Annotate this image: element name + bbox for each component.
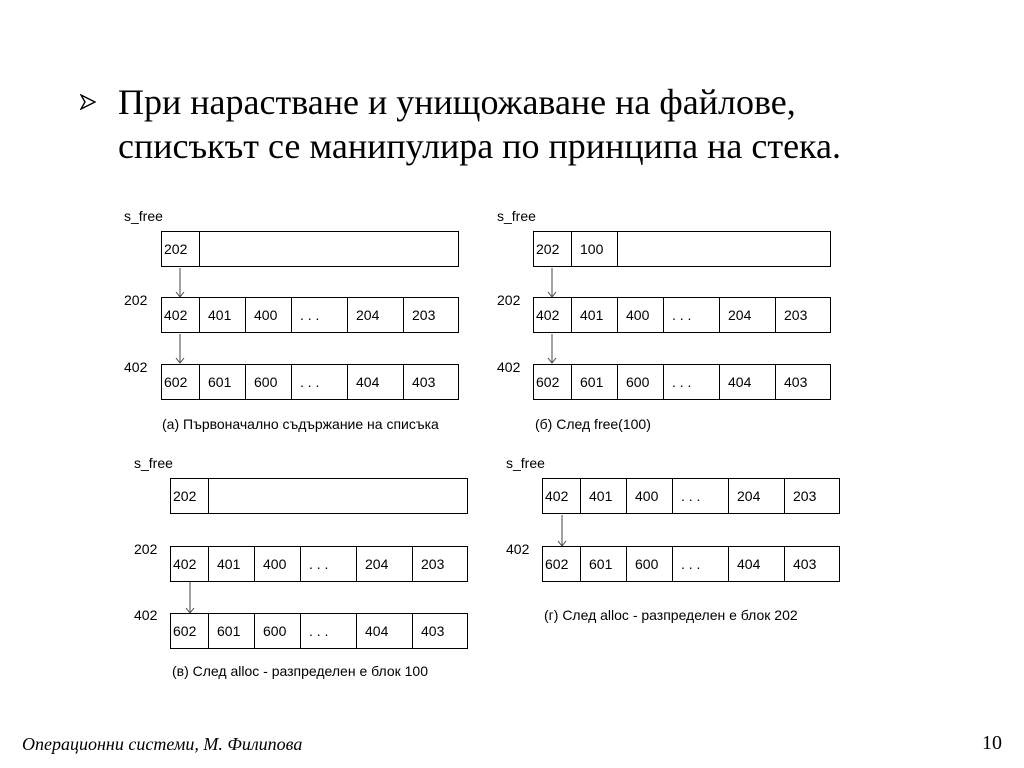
record-cell: 402 bbox=[171, 547, 209, 581]
record-cell: 602 bbox=[534, 365, 572, 399]
s-free-label: s_free bbox=[506, 455, 545, 471]
down-arrow-icon bbox=[174, 268, 186, 298]
block-address-label: 402 bbox=[506, 541, 530, 557]
record-cell: . . . bbox=[292, 365, 348, 399]
down-arrow-icon bbox=[546, 334, 558, 364]
record-cell: 402 bbox=[534, 298, 572, 332]
footer-author: Операционни системи, М. Филипова bbox=[22, 734, 303, 754]
block-record bbox=[542, 546, 840, 582]
record-cell: 601 bbox=[209, 614, 255, 648]
down-arrow-icon bbox=[184, 582, 196, 614]
s-free-record bbox=[161, 231, 459, 267]
block-record bbox=[170, 546, 468, 582]
block-address-label: 402 bbox=[124, 359, 148, 375]
record-cell: 402 bbox=[162, 298, 200, 332]
down-arrow-icon bbox=[546, 268, 558, 298]
record-cell: 204 bbox=[357, 547, 413, 581]
diagram-caption: (г) След alloc - разпределен е блок 202 bbox=[544, 607, 798, 623]
record-cell: 202 bbox=[534, 232, 572, 266]
record-cell: 403 bbox=[793, 556, 817, 572]
record-cell: 203 bbox=[784, 307, 808, 323]
record-cell: 204 bbox=[348, 298, 404, 332]
record-cell: 204 bbox=[720, 298, 776, 332]
record-cell: 202 bbox=[162, 232, 200, 266]
block-record bbox=[161, 297, 459, 333]
record-cell: 602 bbox=[543, 547, 581, 581]
record-cell: 203 bbox=[412, 307, 436, 323]
down-arrow-icon bbox=[556, 515, 568, 547]
record-cell: 600 bbox=[246, 365, 292, 399]
s-free-record bbox=[533, 231, 831, 267]
record-cell: 602 bbox=[162, 365, 200, 399]
record-cell: 400 bbox=[618, 298, 664, 332]
record-cell-empty bbox=[618, 232, 830, 266]
record-cell: 403 bbox=[412, 374, 436, 390]
block-address-label: 402 bbox=[497, 359, 521, 375]
bullet-text bbox=[118, 80, 978, 168]
record-cell: 100 bbox=[572, 232, 618, 266]
record-cell: 600 bbox=[255, 614, 301, 648]
record-cell: 600 bbox=[618, 365, 664, 399]
record-cell: . . . bbox=[673, 479, 729, 513]
record-cell: 401 bbox=[572, 298, 618, 332]
record-cell: 404 bbox=[348, 365, 404, 399]
record-cell: 204 bbox=[729, 479, 785, 513]
s-free-record bbox=[542, 478, 840, 514]
record-cell: 602 bbox=[171, 614, 209, 648]
record-cell-empty bbox=[209, 479, 467, 513]
record-cell: 400 bbox=[255, 547, 301, 581]
record-cell: . . . bbox=[664, 298, 720, 332]
bullet-line-2: списъкът се манипулира по принципа на стека. bbox=[118, 126, 841, 166]
block-address-label: 202 bbox=[124, 292, 148, 308]
record-cell-empty bbox=[200, 232, 458, 266]
record-cell: 203 bbox=[793, 488, 817, 504]
s-free-record bbox=[170, 478, 468, 514]
record-cell: 601 bbox=[572, 365, 618, 399]
down-arrow-icon bbox=[174, 334, 186, 364]
record-cell: 401 bbox=[200, 298, 246, 332]
s-free-label: s_free bbox=[124, 208, 163, 224]
record-cell: 400 bbox=[246, 298, 292, 332]
record-cell: 400 bbox=[627, 479, 673, 513]
record-cell: . . . bbox=[301, 547, 357, 581]
record-cell: 402 bbox=[543, 479, 581, 513]
record-cell: 600 bbox=[627, 547, 673, 581]
record-cell: 601 bbox=[581, 547, 627, 581]
record-cell: 403 bbox=[421, 623, 445, 639]
s-free-label: s_free bbox=[497, 208, 536, 224]
record-cell: 403 bbox=[784, 374, 808, 390]
s-free-label: s_free bbox=[134, 455, 173, 471]
record-cell: . . . bbox=[673, 547, 729, 581]
diagram-caption: (б) След free(100) bbox=[535, 416, 651, 432]
record-cell: 202 bbox=[171, 479, 209, 513]
block-record bbox=[161, 364, 459, 400]
record-cell: . . . bbox=[301, 614, 357, 648]
record-cell: 404 bbox=[729, 547, 785, 581]
page-number: 10 bbox=[982, 732, 1002, 754]
record-cell: 401 bbox=[581, 479, 627, 513]
block-record bbox=[170, 613, 468, 649]
bullet-line-1: При нарастване и унищожаване на файлове, bbox=[118, 82, 796, 122]
diagram-caption: (в) След alloc - разпределен е блок 100 bbox=[172, 663, 428, 679]
block-address-label: 202 bbox=[134, 541, 158, 557]
block-record bbox=[533, 364, 831, 400]
record-cell: 404 bbox=[720, 365, 776, 399]
record-cell: . . . bbox=[292, 298, 348, 332]
block-record bbox=[533, 297, 831, 333]
record-cell: 404 bbox=[357, 614, 413, 648]
record-cell: 203 bbox=[421, 556, 445, 572]
block-address-label: 202 bbox=[497, 292, 521, 308]
block-address-label: 402 bbox=[134, 607, 158, 623]
record-cell: . . . bbox=[664, 365, 720, 399]
record-cell: 401 bbox=[209, 547, 255, 581]
arrowhead-bullet-icon bbox=[80, 94, 96, 110]
diagram-caption: (а) Първоначално съдържание на списъка bbox=[162, 416, 439, 432]
record-cell: 601 bbox=[200, 365, 246, 399]
